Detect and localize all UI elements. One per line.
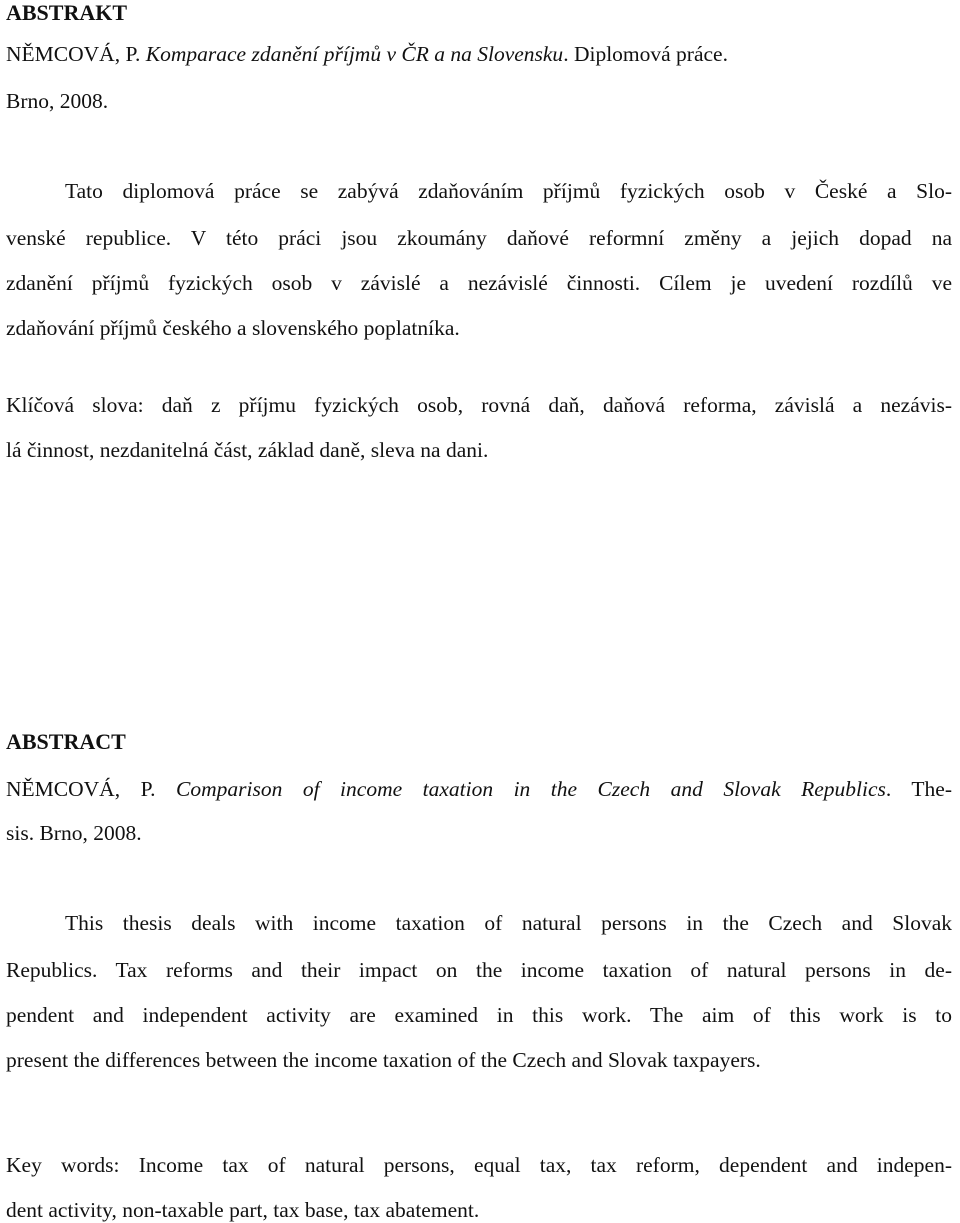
citation-en-rest: . The- bbox=[885, 777, 952, 801]
citation-en-line-2: sis. Brno, 2008. bbox=[6, 821, 142, 845]
citation-cz-line-1 bbox=[6, 41, 952, 67]
abstract-en-heading: ABSTRACT bbox=[6, 729, 126, 754]
citation-cz-author: NĚMCOVÁ, P. bbox=[6, 42, 146, 66]
keywords-cz-line: Klíčová slova: daň z příjmu fyzických osob, rovná daň, daňová reforma, závislá a nezávis- bbox=[6, 393, 952, 417]
keywords-en-line: Key words: Income tax of natural persons, equal tax, tax reform, dependent and indepen- bbox=[6, 1153, 952, 1177]
paragraph-cz-line: zdaňování příjmů českého a slovenského poplatníka. bbox=[6, 316, 460, 340]
keywords-en-line: dent activity, non-taxable part, tax base, tax abatement. bbox=[6, 1198, 480, 1222]
citation-en-line-1 bbox=[6, 776, 952, 802]
keywords-cz-line: lá činnost, nezdanitelná část, základ daně, sleva na dani. bbox=[6, 438, 489, 462]
citation-en-author: NĚMCOVÁ, P. bbox=[6, 777, 177, 801]
citation-cz-title: Komparace zdanění příjmů v ČR a na Slovensku bbox=[145, 42, 564, 66]
citation-en-title: Comparison of income taxation in the Czech and Slovak Republics bbox=[176, 777, 886, 801]
citation-cz-line-2: Brno, 2008. bbox=[6, 89, 109, 113]
abstract-cz-heading: ABSTRAKT bbox=[6, 0, 128, 25]
paragraph-en-line: pendent and independent activity are examined in this work. The aim of this work is to bbox=[6, 1003, 952, 1027]
paragraph-cz-line: venské republice. V této práci jsou zkoumány daňové reformní změny a jejich dopad na bbox=[6, 226, 952, 250]
paragraph-en-line: Republics. Tax reforms and their impact on the income taxation of natural persons in de- bbox=[6, 958, 952, 982]
paragraph-en-line: This thesis deals with income taxation of natural persons in the Czech and Slovak bbox=[65, 911, 952, 935]
paragraph-cz-line: Tato diplomová práce se zabývá zdaňováním příjmů fyzických osob v České a Slo- bbox=[65, 179, 952, 203]
paragraph-en-line: present the differences between the income taxation of the Czech and Slovak taxpayers. bbox=[6, 1048, 761, 1072]
paragraph-cz-line: zdanění příjmů fyzických osob v závislé a nezávislé činnosti. Cílem je uvedení rozdílů ve bbox=[6, 271, 952, 295]
citation-cz-rest: . Diplomová práce. bbox=[563, 42, 728, 66]
